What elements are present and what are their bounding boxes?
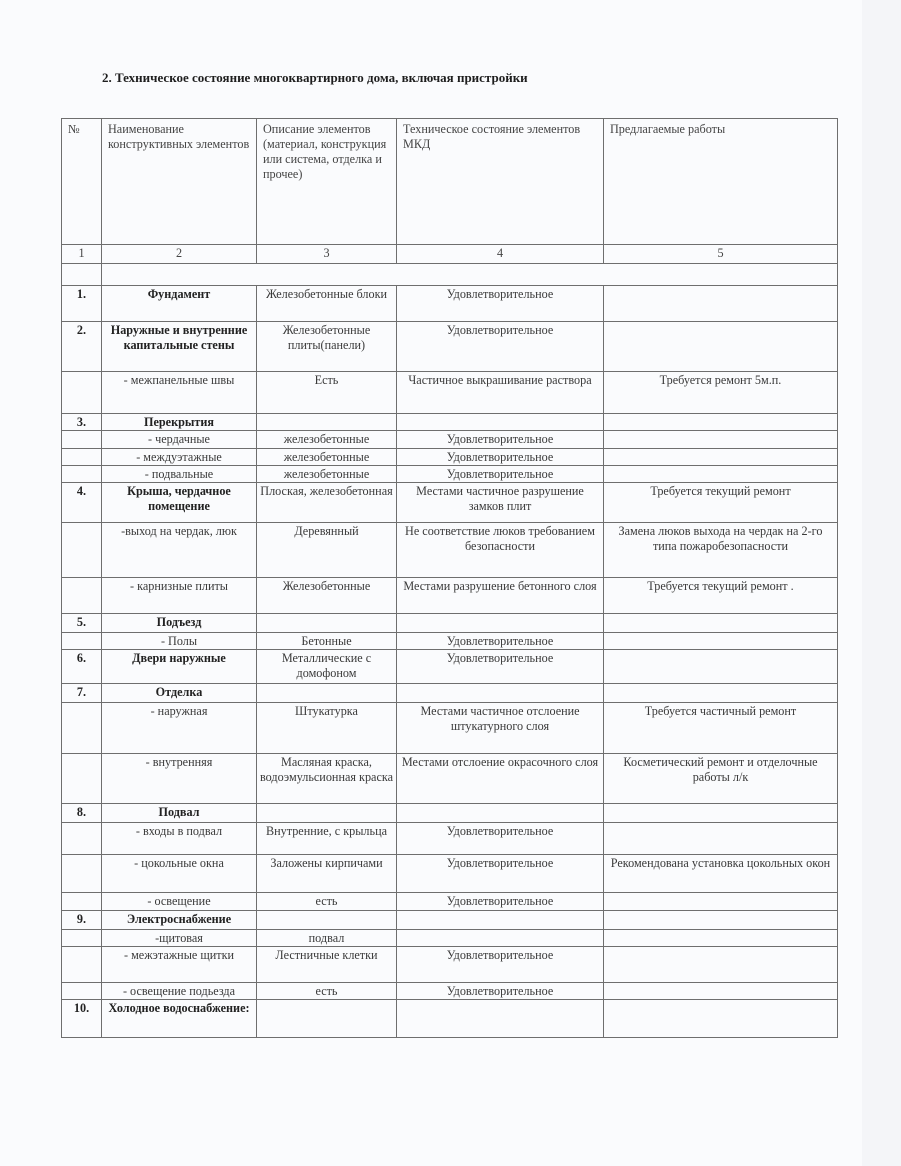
- element-name: - карнизные плиты: [102, 578, 257, 614]
- technical-state: Удовлетворительное: [397, 823, 604, 855]
- header-cell-name: Наименование конструктивных элементов: [102, 119, 257, 245]
- technical-state: Удовлетворительное: [397, 322, 604, 372]
- element-description: Заложены кирпичами: [257, 855, 397, 893]
- technical-state: Удовлетворительное: [397, 983, 604, 1000]
- technical-state: Не соответствие люков требованием безопасности: [397, 523, 604, 578]
- table-row: [62, 650, 838, 684]
- element-name: Фундамент: [102, 286, 257, 322]
- technical-state: Частичное выкрашивание раствора: [397, 372, 604, 414]
- table-row: [62, 523, 838, 578]
- table-row: [62, 466, 838, 483]
- element-description: есть: [257, 983, 397, 1000]
- column-number-1: 1: [62, 245, 102, 264]
- element-description: [257, 1000, 397, 1038]
- proposed-works: [604, 911, 838, 930]
- row-number: [62, 983, 102, 1000]
- table-row: [62, 855, 838, 893]
- element-name: - освещение подьезда: [102, 983, 257, 1000]
- element-name: - внутренняя: [102, 754, 257, 804]
- row-number: 6.: [62, 650, 102, 684]
- element-name: Холодное водоснабжение:: [102, 1000, 257, 1038]
- proposed-works: [604, 466, 838, 483]
- technical-state: Удовлетворительное: [397, 449, 604, 466]
- technical-state: Местами частичное отслоение штукатурного слоя: [397, 703, 604, 754]
- proposed-works: Замена люков выхода на чердак на 2-го типа пожаробезопасности: [604, 523, 838, 578]
- element-name: - подвальные: [102, 466, 257, 483]
- element-description: [257, 911, 397, 930]
- element-description: Металлические с домофоном: [257, 650, 397, 684]
- row-number: 7.: [62, 684, 102, 703]
- technical-state: [397, 414, 604, 431]
- proposed-works: [604, 893, 838, 911]
- element-description: Штукатурка: [257, 703, 397, 754]
- element-description: Железобетонные: [257, 578, 397, 614]
- column-number-5: 5: [604, 245, 838, 264]
- row-number: 3.: [62, 414, 102, 431]
- table-row: [62, 372, 838, 414]
- table-row: [62, 947, 838, 983]
- proposed-works: [604, 431, 838, 449]
- element-name: Крыша, чердачное помещение: [102, 483, 257, 523]
- header-table: [61, 118, 838, 286]
- element-description: подвал: [257, 930, 397, 947]
- element-description: [257, 414, 397, 431]
- element-description: [257, 804, 397, 823]
- element-description: Масляная краска, водоэмульсионная краска: [257, 754, 397, 804]
- element-name: - междуэтажные: [102, 449, 257, 466]
- technical-state: [397, 684, 604, 703]
- column-number-2: 2: [102, 245, 257, 264]
- proposed-works: Требуется текущий ремонт: [604, 483, 838, 523]
- element-name: Отделка: [102, 684, 257, 703]
- element-description: Бетонные: [257, 633, 397, 650]
- row-number: [62, 523, 102, 578]
- row-number: 5.: [62, 614, 102, 633]
- row-number: [62, 947, 102, 983]
- header-cell-state: Техническое состояние элементов МКД: [397, 119, 604, 245]
- table-row: [62, 449, 838, 466]
- element-name: Двери наружные: [102, 650, 257, 684]
- proposed-works: [604, 633, 838, 650]
- proposed-works: [604, 930, 838, 947]
- element-description: Лестничные клетки: [257, 947, 397, 983]
- table-row: [62, 823, 838, 855]
- proposed-works: [604, 414, 838, 431]
- table-row: [62, 754, 838, 804]
- proposed-works: [604, 804, 838, 823]
- technical-state: Удовлетворительное: [397, 431, 604, 449]
- element-name: Перекрытия: [102, 414, 257, 431]
- element-name: - входы в подвал: [102, 823, 257, 855]
- row-number: 8.: [62, 804, 102, 823]
- table-row: [62, 614, 838, 633]
- proposed-works: [604, 650, 838, 684]
- proposed-works: [604, 947, 838, 983]
- table-row: [62, 930, 838, 947]
- row-number: [62, 855, 102, 893]
- technical-state: [397, 1000, 604, 1038]
- row-number: 10.: [62, 1000, 102, 1038]
- proposed-works: [604, 286, 838, 322]
- table-row: [62, 483, 838, 523]
- technical-state: Местами отслоение окрасочного слоя: [397, 754, 604, 804]
- proposed-works: Требуется текущий ремонт .: [604, 578, 838, 614]
- technical-state: Удовлетворительное: [397, 286, 604, 322]
- row-number: [62, 754, 102, 804]
- spacer-cell: [102, 264, 838, 286]
- header-cell-works: Предлагаемые работы: [604, 119, 838, 245]
- row-number: [62, 578, 102, 614]
- proposed-works: [604, 1000, 838, 1038]
- element-description: железобетонные: [257, 466, 397, 483]
- table-row: [62, 322, 838, 372]
- row-number: 9.: [62, 911, 102, 930]
- technical-state: Местами частичное разрушение замков плит: [397, 483, 604, 523]
- element-name: -выход на чердак, люк: [102, 523, 257, 578]
- technical-state: Местами разрушение бетонного слоя: [397, 578, 604, 614]
- row-number: 1.: [62, 286, 102, 322]
- element-description: [257, 684, 397, 703]
- table-row: [62, 804, 838, 823]
- table-row: [62, 684, 838, 703]
- technical-state: Удовлетворительное: [397, 633, 604, 650]
- proposed-works: [604, 614, 838, 633]
- element-description: Есть: [257, 372, 397, 414]
- technical-state: Удовлетворительное: [397, 650, 604, 684]
- row-number: [62, 449, 102, 466]
- technical-state: [397, 614, 604, 633]
- element-name: - чердачные: [102, 431, 257, 449]
- column-number-4: 4: [397, 245, 604, 264]
- proposed-works: [604, 684, 838, 703]
- element-description: Железобетонные блоки: [257, 286, 397, 322]
- proposed-works: Косметический ремонт и отделочные работы л/к: [604, 754, 838, 804]
- table-row: [62, 414, 838, 431]
- element-name: Подвал: [102, 804, 257, 823]
- row-number: [62, 930, 102, 947]
- proposed-works: [604, 322, 838, 372]
- technical-state: Удовлетворительное: [397, 466, 604, 483]
- element-name: - межэтажные щитки: [102, 947, 257, 983]
- header-cell-description: Описание элементов (материал, конструкция или система, отделка и прочее): [257, 119, 397, 245]
- row-number: [62, 893, 102, 911]
- technical-state: Удовлетворительное: [397, 855, 604, 893]
- table-row: [62, 703, 838, 754]
- element-name: Подъезд: [102, 614, 257, 633]
- element-description: Железобетонные плиты(панели): [257, 322, 397, 372]
- element-name: - цокольные окна: [102, 855, 257, 893]
- technical-state: Удовлетворительное: [397, 947, 604, 983]
- row-number: [62, 431, 102, 449]
- row-number: 4.: [62, 483, 102, 523]
- element-description: Внутренние, с крыльца: [257, 823, 397, 855]
- technical-state: Удовлетворительное: [397, 893, 604, 911]
- proposed-works: [604, 823, 838, 855]
- element-description: Плоская, железобетонная: [257, 483, 397, 523]
- element-name: Наружные и внутренние капитальные стены: [102, 322, 257, 372]
- table-row: [62, 578, 838, 614]
- row-number: [62, 633, 102, 650]
- table-row: [62, 431, 838, 449]
- element-description: [257, 614, 397, 633]
- element-description: Деревянный: [257, 523, 397, 578]
- section-title: 2. Техническое состояние многоквартирного дома, включая пристройки: [102, 70, 528, 85]
- element-name: - наружная: [102, 703, 257, 754]
- element-description: железобетонные: [257, 449, 397, 466]
- table-row: [62, 911, 838, 930]
- row-number: [62, 372, 102, 414]
- technical-state: [397, 911, 604, 930]
- proposed-works: Требуется ремонт 5м.п.: [604, 372, 838, 414]
- element-name: -щитовая: [102, 930, 257, 947]
- table-row: [62, 893, 838, 911]
- row-number: [62, 823, 102, 855]
- proposed-works: [604, 449, 838, 466]
- row-number: [62, 466, 102, 483]
- table-row: [62, 1000, 838, 1038]
- proposed-works: [604, 983, 838, 1000]
- spacer-cell: [62, 264, 102, 286]
- element-name: - Полы: [102, 633, 257, 650]
- element-name: - освещение: [102, 893, 257, 911]
- table-row: [62, 286, 838, 322]
- technical-state: [397, 804, 604, 823]
- table-row: [62, 633, 838, 650]
- elements-table: [61, 285, 838, 1038]
- element-description: железобетонные: [257, 431, 397, 449]
- row-number: [62, 703, 102, 754]
- technical-state: [397, 930, 604, 947]
- row-number: 2.: [62, 322, 102, 372]
- proposed-works: Требуется частичный ремонт: [604, 703, 838, 754]
- column-number-3: 3: [257, 245, 397, 264]
- element-name: - межпанельные швы: [102, 372, 257, 414]
- table-row: [62, 983, 838, 1000]
- element-name: Электроснабжение: [102, 911, 257, 930]
- proposed-works: Рекомендована установка цокольных окон: [604, 855, 838, 893]
- element-description: есть: [257, 893, 397, 911]
- header-cell-number: №: [62, 119, 102, 245]
